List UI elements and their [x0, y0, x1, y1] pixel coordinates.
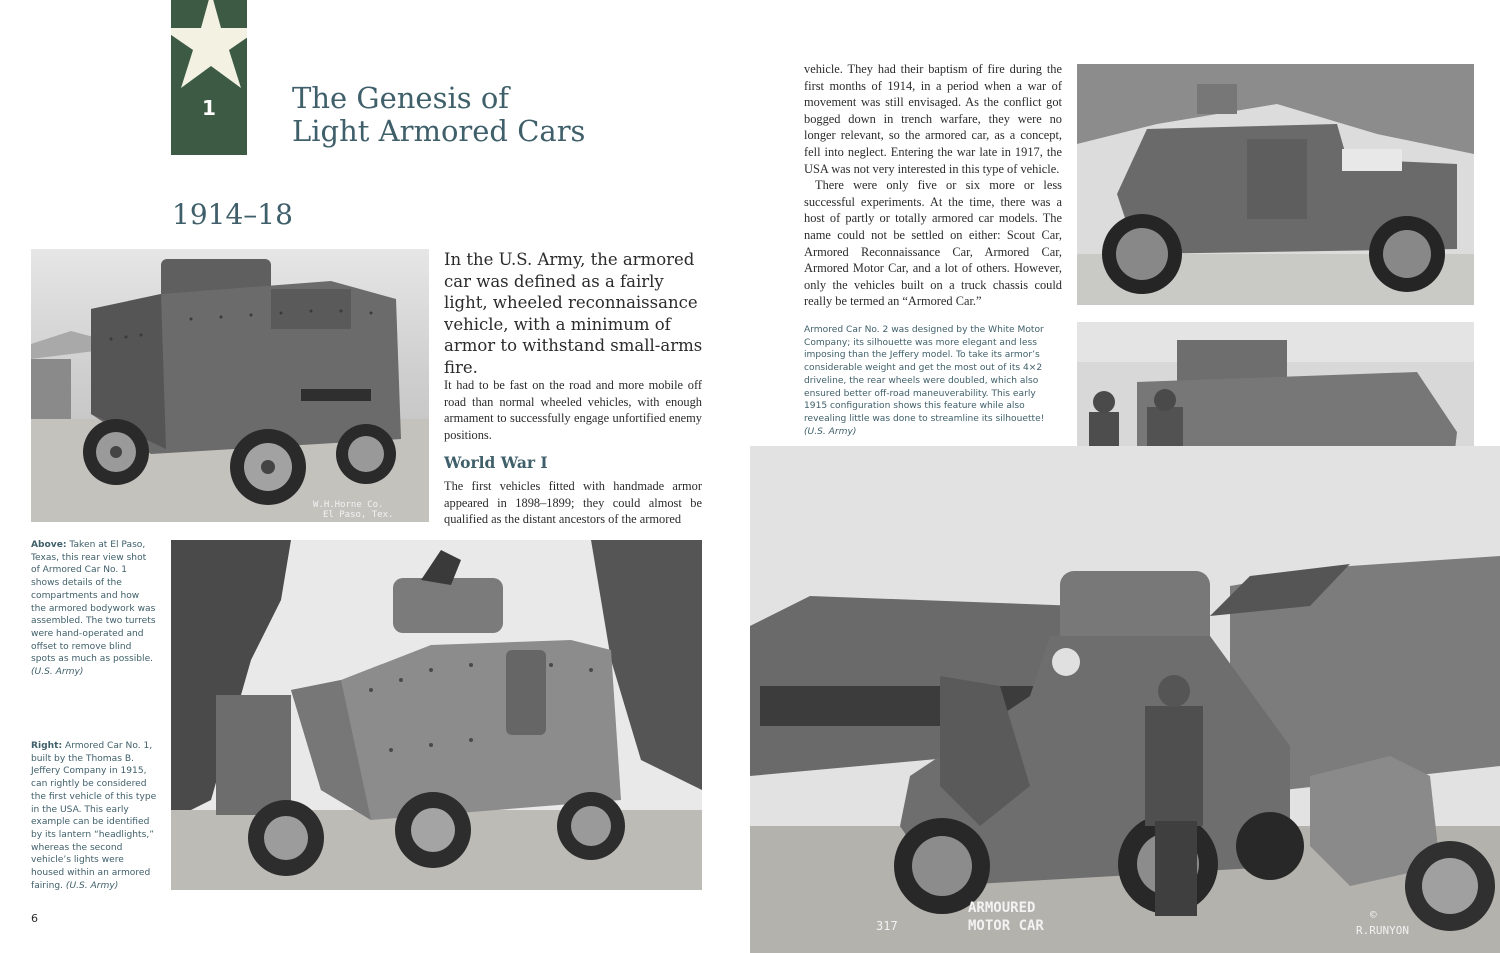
right-column-text	[804, 61, 1062, 310]
lead-paragraph: In the U.S. Army, the armored car was defined as a fairly light, wheeled reconnaissance vehicle, with a minimum of armor to withstand small-arms fire.	[444, 250, 703, 377]
chapter-number: 1	[202, 96, 216, 120]
chapter-title	[292, 82, 732, 148]
caption-above	[31, 539, 157, 679]
caption-white-credit: (U.S. Army)	[804, 426, 857, 437]
section-heading: World War I	[444, 453, 548, 472]
caption-right-text: Armored Car No. 1, built by the Thomas B. Jeffery Company in 1915, can rightly be considered the first vehicle of this type in the USA. This early example can be identified by its lantern “headlights,” whereas the second vehicle’s lights were housed within an armored fairing.	[31, 741, 157, 891]
photo-el-paso-rear-view	[31, 249, 429, 522]
chapter-title-line1: The Genesis of	[292, 81, 510, 115]
photo-copyright-mark: ©	[1370, 908, 1377, 921]
photo-white-armored-car-side	[1077, 64, 1474, 305]
chapter-tab	[171, 0, 247, 155]
photo-jeffery-armored-car-no1	[171, 540, 702, 890]
body-paragraph-2: The first vehicles fitted with handmade armor appeared in 1898–1899; they could almost be qualified as the distant ancestors of the armored	[444, 479, 702, 527]
photo-stamp-armoured: ARMOURED	[968, 900, 1036, 916]
caption-right	[31, 740, 157, 892]
caption-white-motor	[804, 324, 1060, 438]
caption-right-label: Right:	[31, 741, 63, 751]
caption-white-text: Armored Car No. 2 was designed by the White Motor Company; its silhouette was more elegant and less imposing than the Jeffery model. To take its armor’s considerable weight and get the most out of its 4×2 driveline, the rear wheels were doubled, which also ensured better off-road maneuverability. This early 1915 configuration shows this feature while also revealing little was done to streamline its silhouette!	[804, 325, 1045, 424]
photo-armoured-motor-car	[750, 446, 1500, 953]
right-paragraph-2: There were only five or six more or less successful experiments. At the time, there was a host of partly or totally armored car models. The name could not be settled on either: Scout Car, Armored Reconnaissance Car, Armored Car, Armored Motor Car, and a lot of others. However, only the vehicles built on a truck chassis could really be termed an “Armored Car.”	[804, 178, 1062, 309]
chapter-title-line2: Light Armored Cars	[292, 114, 586, 148]
right-paragraph-1: vehicle. They had their baptism of fire during the first months of 1914, in a period when a war of movement was still envisaged. As the conflict got bogged down in trench warfare, they were no longer relevant, so the armored car, as a concept, fell into neglect. Entering the war late in 1917, the USA was not very interested in this type of vehicle.	[804, 62, 1062, 176]
star-icon	[171, 0, 247, 100]
photo-plate-number: 317	[876, 919, 898, 933]
caption-right-credit: (U.S. Army)	[65, 880, 119, 891]
era-heading: 1914–18	[172, 198, 293, 231]
photo-photographer: R.RUNYON	[1356, 924, 1409, 937]
caption-above-text: Taken at El Paso, Texas, this rear view shot of Armored Car No. 1 shows details of the compartments and how the armored bodywork was assembled. The two turrets were hand-operated and offset to remove blind spots as much as possible.	[31, 540, 156, 665]
photo-stamp-motor-car: MOTOR CAR	[968, 918, 1044, 934]
body-paragraph-1: It had to be fast on the road and more mobile off road than normal wheeled vehicles, with enough armament to successfully engage unfortified enemy positions.	[444, 378, 702, 442]
page-number: 6	[31, 912, 38, 925]
photo-stamp-line2: El Paso, Tex.	[323, 510, 394, 520]
caption-above-label: Above:	[31, 540, 67, 550]
photo-stamp-line1: W.H.Horne Co.	[313, 500, 384, 510]
caption-above-credit: (U.S. Army)	[31, 667, 84, 678]
